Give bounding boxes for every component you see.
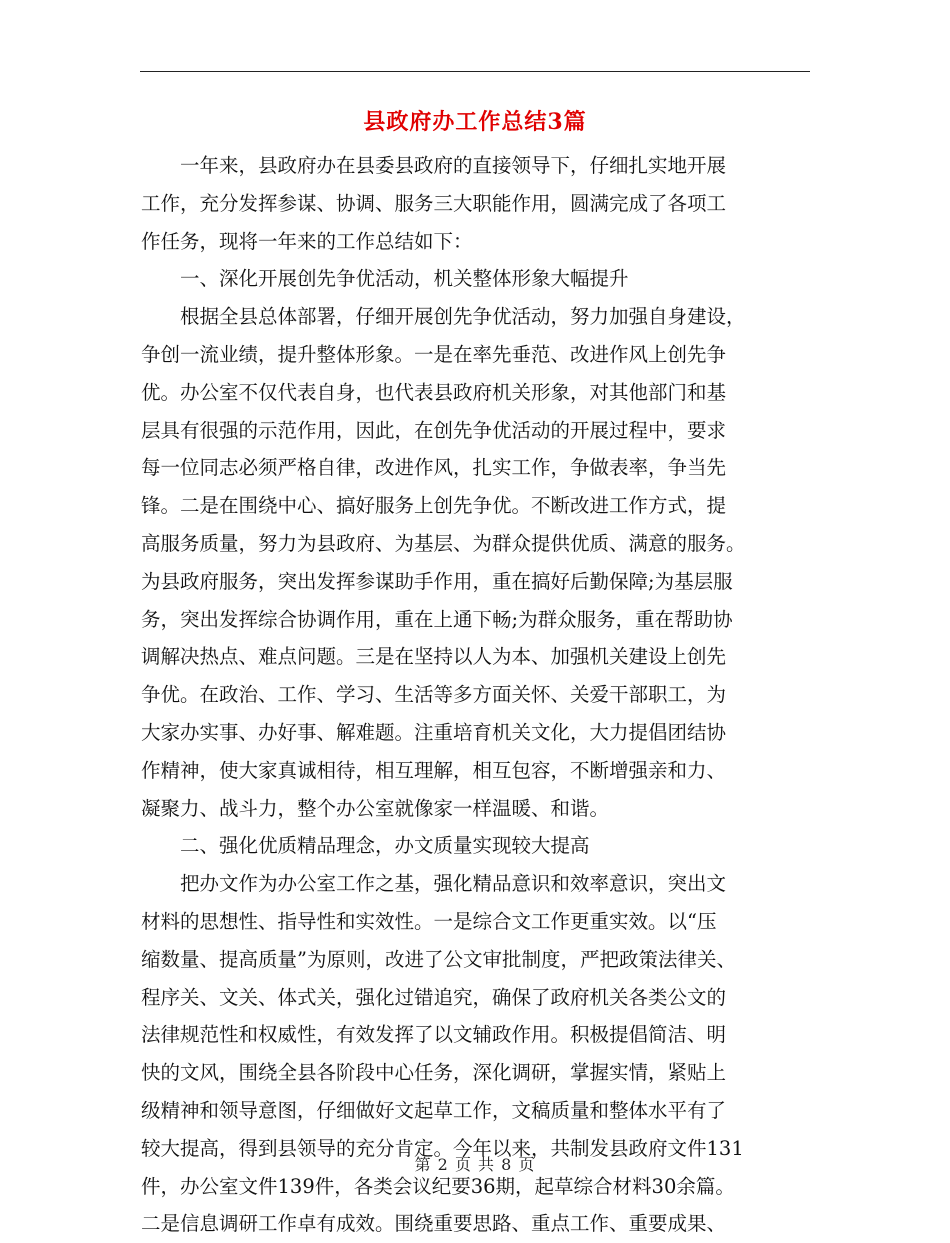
document-title: 县政府办工作总结3篇 — [363, 109, 587, 135]
body-line: 为县政府服务，突出发挥参谋助手作用，重在搞好后勤保障;为基层服 — [141, 569, 733, 593]
body-line: 级精神和领导意图，仔细做好文起草工作，文稿质量和整体水平有了 — [141, 1098, 727, 1122]
body-line: 一年来，县政府办在县委县政府的直接领导下，仔细扎实地开展 — [141, 154, 727, 177]
body-line: 优。办公室不仅代表自身，也代表县政府机关形象，对其他部门和基 — [141, 380, 727, 404]
body-line: 程序关、文关、体式关，强化过错追究，确保了政府机关各类公文的 — [141, 985, 727, 1009]
document-body — [141, 147, 813, 1243]
body-line: 争创一流业绩，提升整体形象。一是在率先垂范、改进作风上创先争 — [141, 342, 727, 366]
body-line: 凝聚力、战斗力，整个办公室就像家一样温暖、和谐。 — [141, 796, 610, 820]
body-line: 调解决热点、难点问题。三是在坚持以人为本、加强机关建设上创先 — [141, 645, 727, 669]
section-heading: 一、深化开展创先争优活动，机关整体形象大幅提升 — [141, 267, 629, 291]
body-line: 二是信息调研工作卓有成效。围绕重要思路、重点工作、重要成果、 — [141, 1212, 727, 1236]
body-line: 层具有很强的示范作用，因此，在创先争优活动的开展过程中，要求 — [141, 418, 727, 442]
page-number-footer: 第 2 页 共 8 页 — [414, 1155, 536, 1174]
body-line: 材料的思想性、指导性和实效性。一是综合文工作更重实效。以“压 — [141, 909, 717, 933]
body-line: 把办文作为办公室工作之基，强化精品意识和效率意识，突出文 — [141, 872, 727, 896]
body-line: 工作，充分发挥参谋、协调、服务三大职能作用，圆满完成了各项工 — [141, 191, 727, 215]
body-line: 根据全县总体部署，仔细开展创先争优活动，努力加强自身建设， — [141, 305, 746, 329]
section-heading: 二、强化优质精品理念，办文质量实现较大提高 — [141, 834, 590, 858]
header-rule — [140, 71, 810, 72]
body-line: 件，办公室文件139件，各类会议纪要36期，起草综合材料30余篇。 — [141, 1174, 735, 1198]
body-line: 法律规范性和权威性，有效发挥了以文辅政作用。积极提倡简洁、明 — [141, 1023, 727, 1047]
body-line: 作精神，使大家真诚相待，相互理解，相互包容，不断增强亲和力、 — [141, 758, 727, 782]
body-line: 较大提高，得到县领导的充分肯定。今年以来，共制发县政府文件131 — [141, 1136, 744, 1160]
body-line: 务，突出发挥综合协调作用，重在上通下畅;为群众服务，重在帮助协 — [141, 607, 733, 631]
body-line: 锋。二是在围绕中心、搞好服务上创先争优。不断改进工作方式，提 — [141, 494, 727, 518]
body-line: 大家办实事、办好事、解难题。注重培育机关文化，大力提倡团结协 — [141, 720, 727, 744]
body-line: 缩数量、提高质量”为原则，改进了公文审批制度，严把政策法律关、 — [141, 947, 736, 971]
body-line: 高服务质量，努力为县政府、为基层、为群众提供优质、满意的服务。 — [141, 531, 746, 555]
body-line: 作任务，现将一年来的工作总结如下： — [141, 229, 473, 253]
body-line: 快的文风，围绕全县各阶段中心任务，深化调研，掌握实情，紧贴上 — [141, 1061, 727, 1085]
body-line: 争优。在政治、工作、学习、生活等多方面关怀、关爱干部职工，为 — [141, 683, 727, 707]
body-line: 每一位同志必须严格自律，改进作风，扎实工作，争做表率，争当先 — [141, 456, 727, 480]
